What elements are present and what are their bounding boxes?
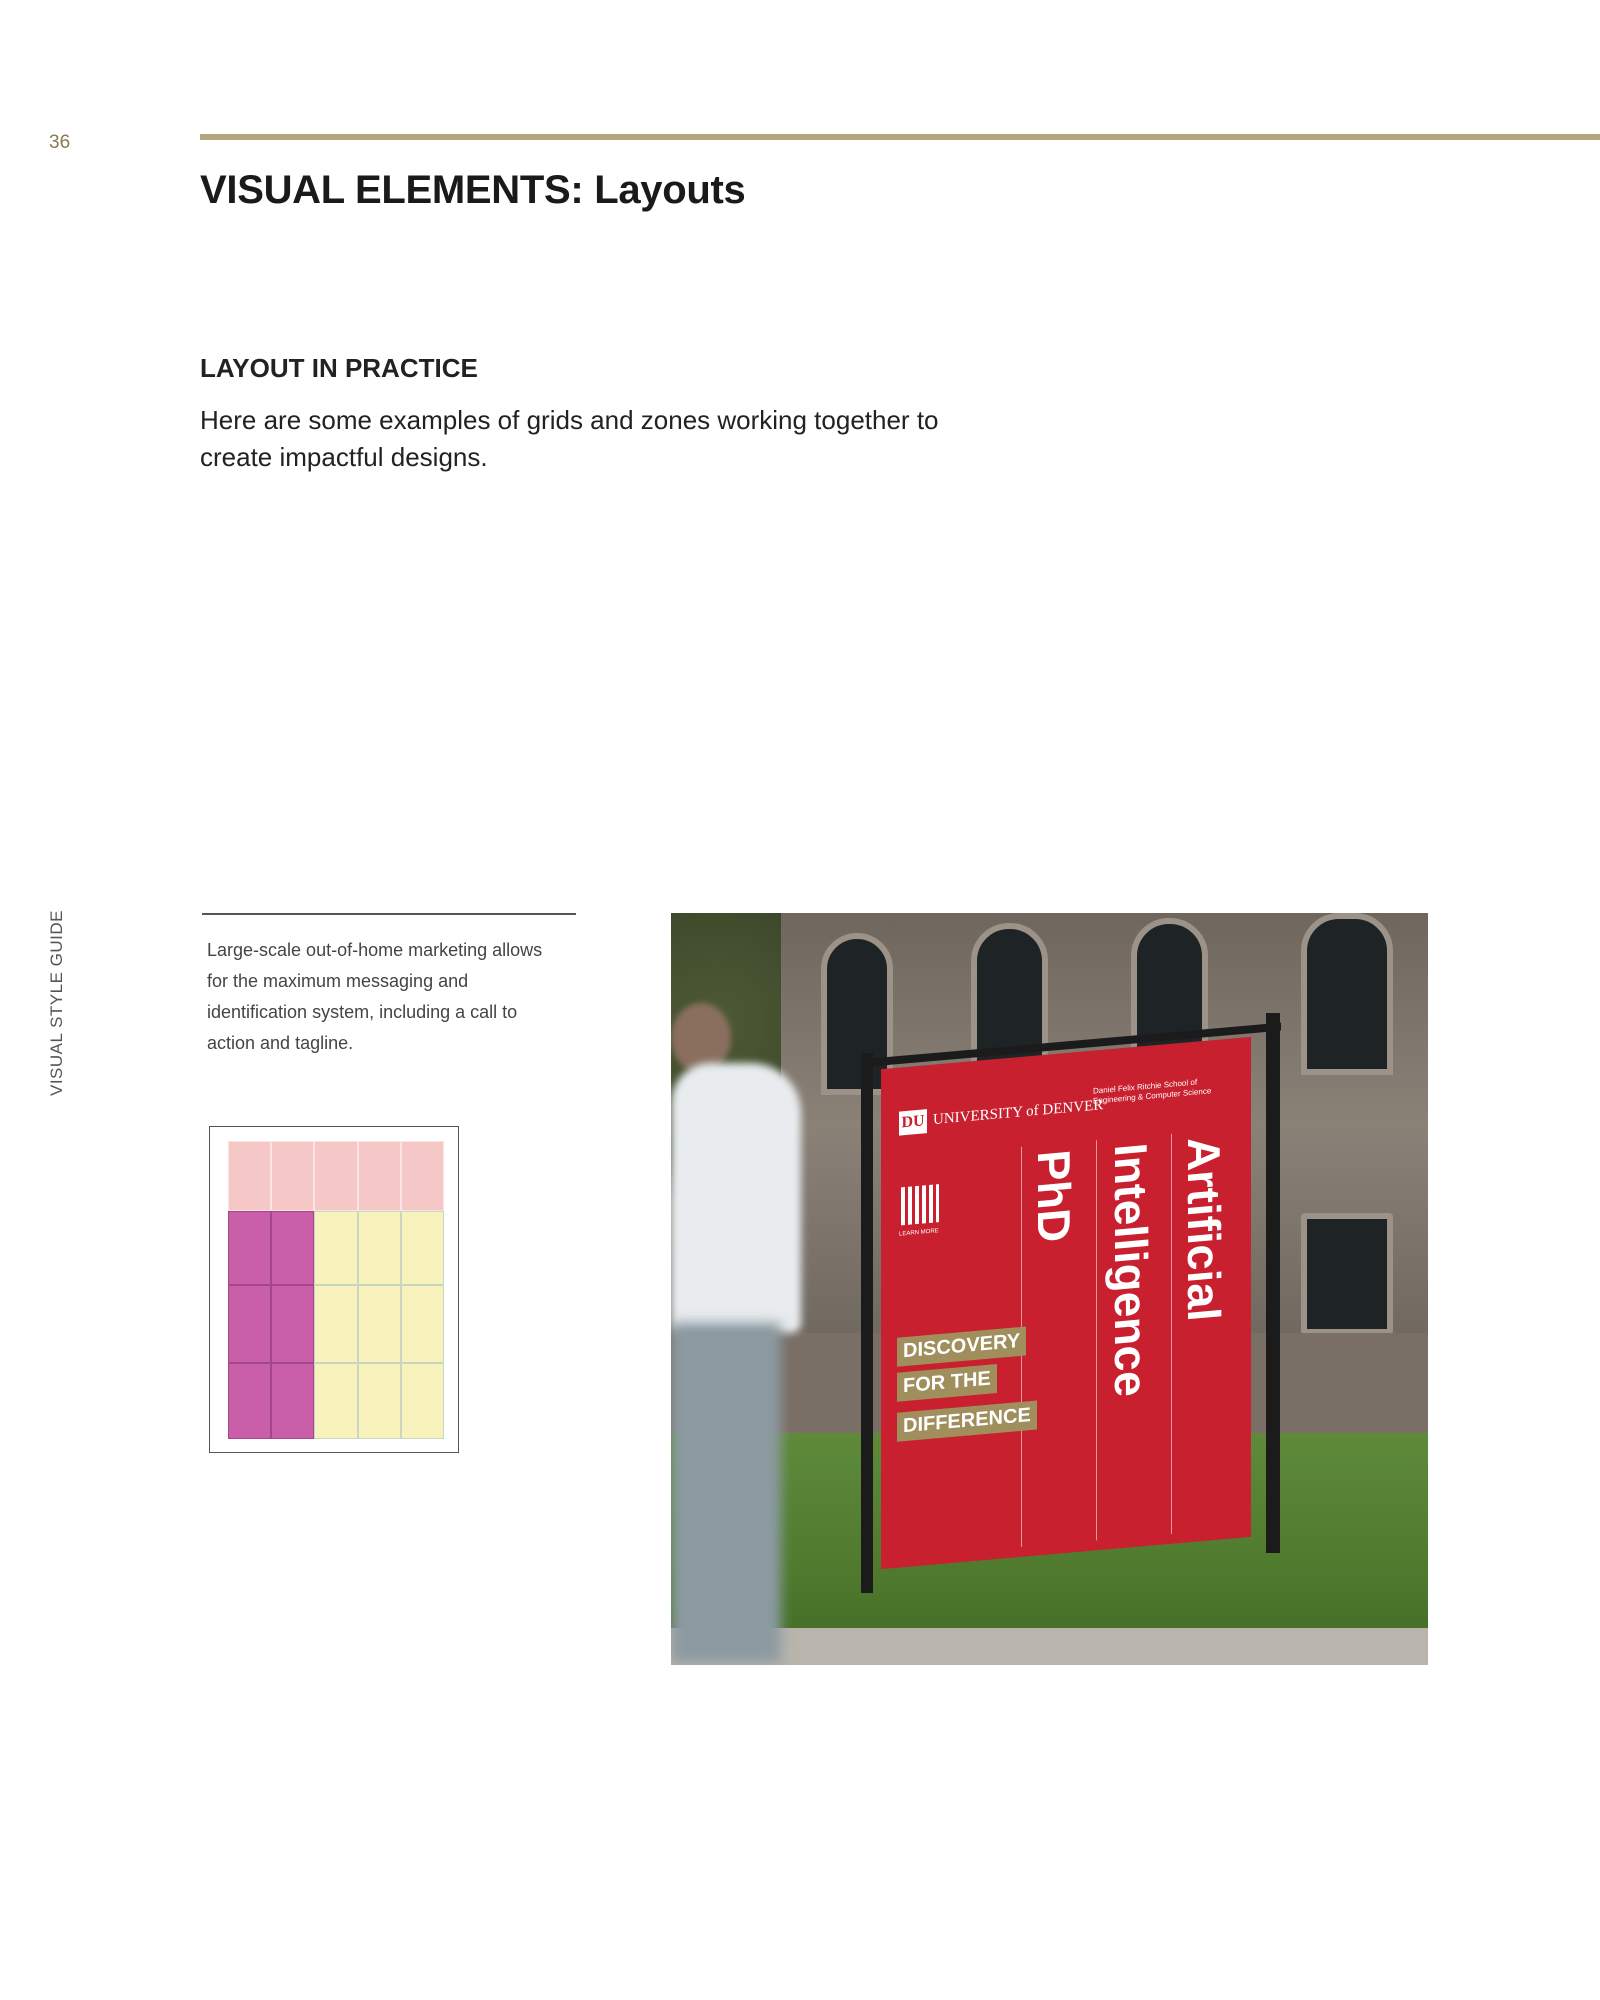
page-title: VISUAL ELEMENTS: Layouts [200, 168, 746, 212]
qr-label: LEARN MORE [899, 1228, 939, 1238]
caption-rule [202, 913, 576, 915]
grid-cell-pink [271, 1141, 314, 1211]
poster-divider [1096, 1140, 1097, 1540]
university-logo [899, 1094, 1103, 1136]
grid-cell-yellow [314, 1363, 357, 1439]
grid-cell-yellow [358, 1285, 401, 1363]
person-legs [671, 1323, 781, 1663]
logo-text: UNIVERSITY of DENVER [933, 1097, 1104, 1129]
tagline-line2: FOR THE [897, 1364, 997, 1402]
grid-diagram [209, 1126, 459, 1453]
grid-cell-magenta [228, 1363, 271, 1439]
logo-mark: DU [899, 1109, 927, 1135]
tagline-line1: DISCOVERY [897, 1326, 1026, 1366]
page-number: 36 [49, 132, 71, 153]
grid-cell-pink [401, 1141, 444, 1211]
grid-cell-yellow [358, 1211, 401, 1285]
section-heading: LAYOUT IN PRACTICE [200, 353, 478, 383]
grid-cell-magenta [228, 1211, 271, 1285]
intro-paragraph: Here are some examples of grids and zones working together to create impactful designs. [200, 405, 939, 472]
school-name: Daniel Felix Ritchie School of Engineering & Computer Science [1093, 1077, 1212, 1106]
grid-cell-yellow [401, 1211, 444, 1285]
window [1301, 1213, 1393, 1335]
billboard-photo [671, 913, 1428, 1665]
poster-sign [881, 1037, 1251, 1569]
person-shirt [671, 1063, 801, 1333]
grid-cell-yellow [401, 1363, 444, 1439]
walking-person [671, 983, 801, 1665]
grid-cell-magenta [228, 1285, 271, 1363]
caption-text: Large-scale out-of-home marketing allows for the maximum messaging and identification system, including a call to action and tagline. [207, 940, 543, 1053]
header-rule [200, 134, 1600, 140]
qr-code [901, 1184, 939, 1225]
grid-cell-pink [314, 1141, 357, 1211]
grid-cell-magenta [271, 1211, 314, 1285]
grid-cell-magenta [271, 1363, 314, 1439]
sign-post-left [861, 1053, 873, 1593]
poster-divider [1171, 1134, 1172, 1534]
grid-cell-magenta [271, 1285, 314, 1363]
grid-cell-pink [228, 1141, 271, 1211]
sign-post-right [1266, 1013, 1280, 1553]
window [1301, 913, 1393, 1075]
side-label: VISUAL STYLE GUIDE [47, 910, 66, 1096]
grid-cell-yellow [358, 1363, 401, 1439]
grid-cell-yellow [401, 1285, 444, 1363]
tagline-line3: DIFFERENCE [897, 1401, 1037, 1442]
poster-title-line1: Artificial [1178, 1134, 1230, 1324]
grid-zones [228, 1141, 444, 1439]
grid-cell-yellow [314, 1211, 357, 1285]
poster-title-line3: PhD [1028, 1147, 1080, 1245]
grid-cell-pink [358, 1141, 401, 1211]
grid-cell-yellow [314, 1285, 357, 1363]
poster-title-line2: Intelligence [1105, 1141, 1157, 1399]
